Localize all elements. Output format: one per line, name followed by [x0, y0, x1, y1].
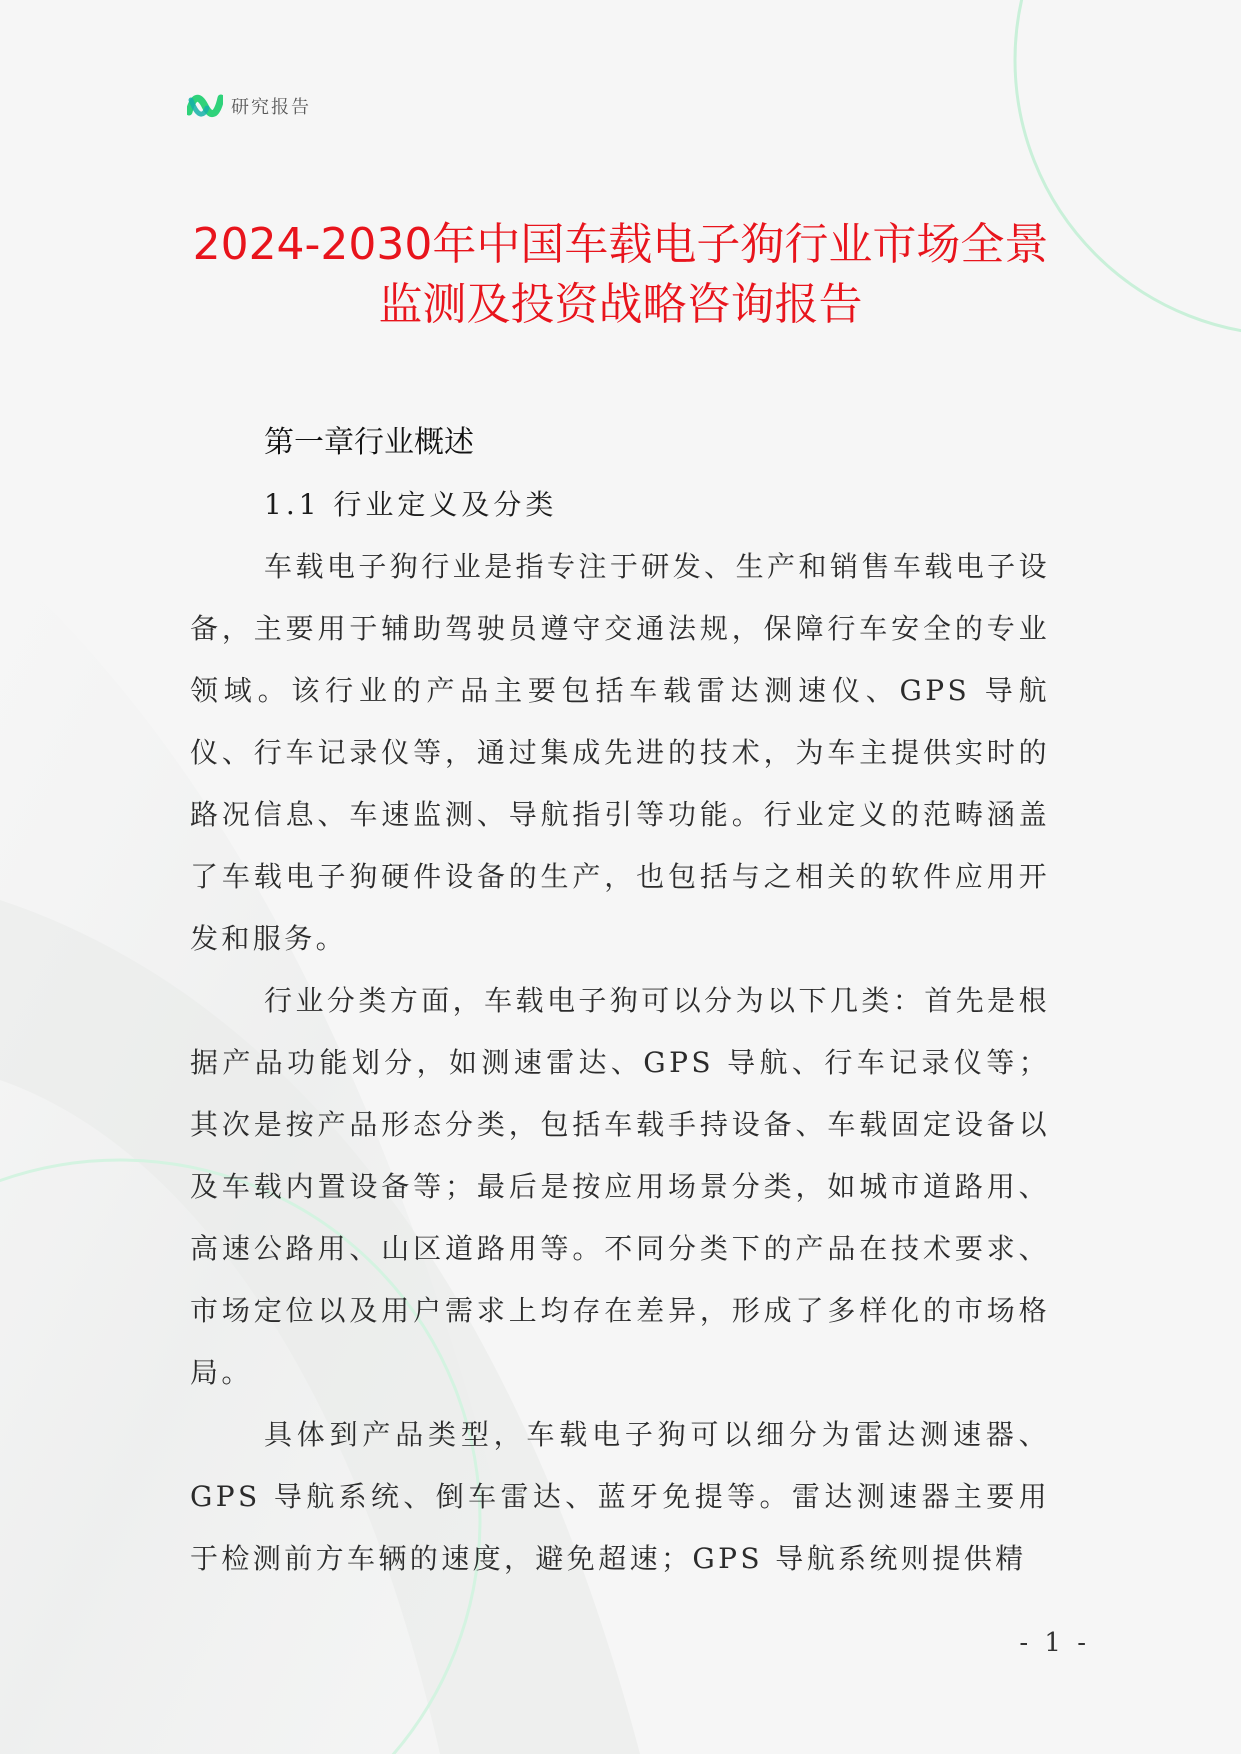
paragraph-classification: 行业分类方面，车载电子狗可以分为以下几类：首先是根据产品功能划分，如测速雷达、GPS 导航、行车记录仪等；其次是按产品形态分类，包括车载手持设备、车载固定设备以及车载内置设备等；最后是按应用场景分类，如城市道路用、高速公路用、山区道路用等。不同分类下的产品在技术要求、市场定位以及用户需求上均存在差异，形成了多样化的市场格局。 [190, 984, 1050, 1389]
page-number: - 1 - [1019, 1628, 1090, 1658]
paragraph-definition: 车载电子狗行业是指专注于研发、生产和销售车载电子设备，主要用于辅助驾驶员遵守交通法规，保障行车安全的专业领域。该行业的产品主要包括车载雷达测速仪、GPS 导航仪、行车记录仪等，通过集成先进的技术，为车主提供实时的路况信息、车速监测、导航指引等功能。行业定义的范畴涵盖了车载电子狗硬件设备的生产，也包括与之相关的软件应用开发和服务。 [190, 550, 1050, 955]
report-title-line-2: 监测及投资战略咨询报告 [378, 279, 863, 330]
brand-logo-icon [187, 90, 223, 122]
paragraph-product-types: 具体到产品类型，车载电子狗可以细分为雷达测速器、GPS 导航系统、倒车雷达、蓝牙免提等。雷达测速器主要用于检测前方车辆的速度，避免超速；GPS 导航系统则提供精 [190, 1418, 1050, 1575]
report-header [187, 88, 311, 124]
report-body [190, 412, 1050, 1590]
report-title-line-1: 2024-2030年中国车载电子狗行业市场全景 [192, 219, 1049, 270]
chapter-heading: 第一章行业概述 [264, 425, 474, 460]
report-title [150, 215, 1091, 335]
section-heading: 1.1 行业定义及分类 [264, 488, 558, 521]
header-label: 研究报告 [231, 97, 311, 118]
